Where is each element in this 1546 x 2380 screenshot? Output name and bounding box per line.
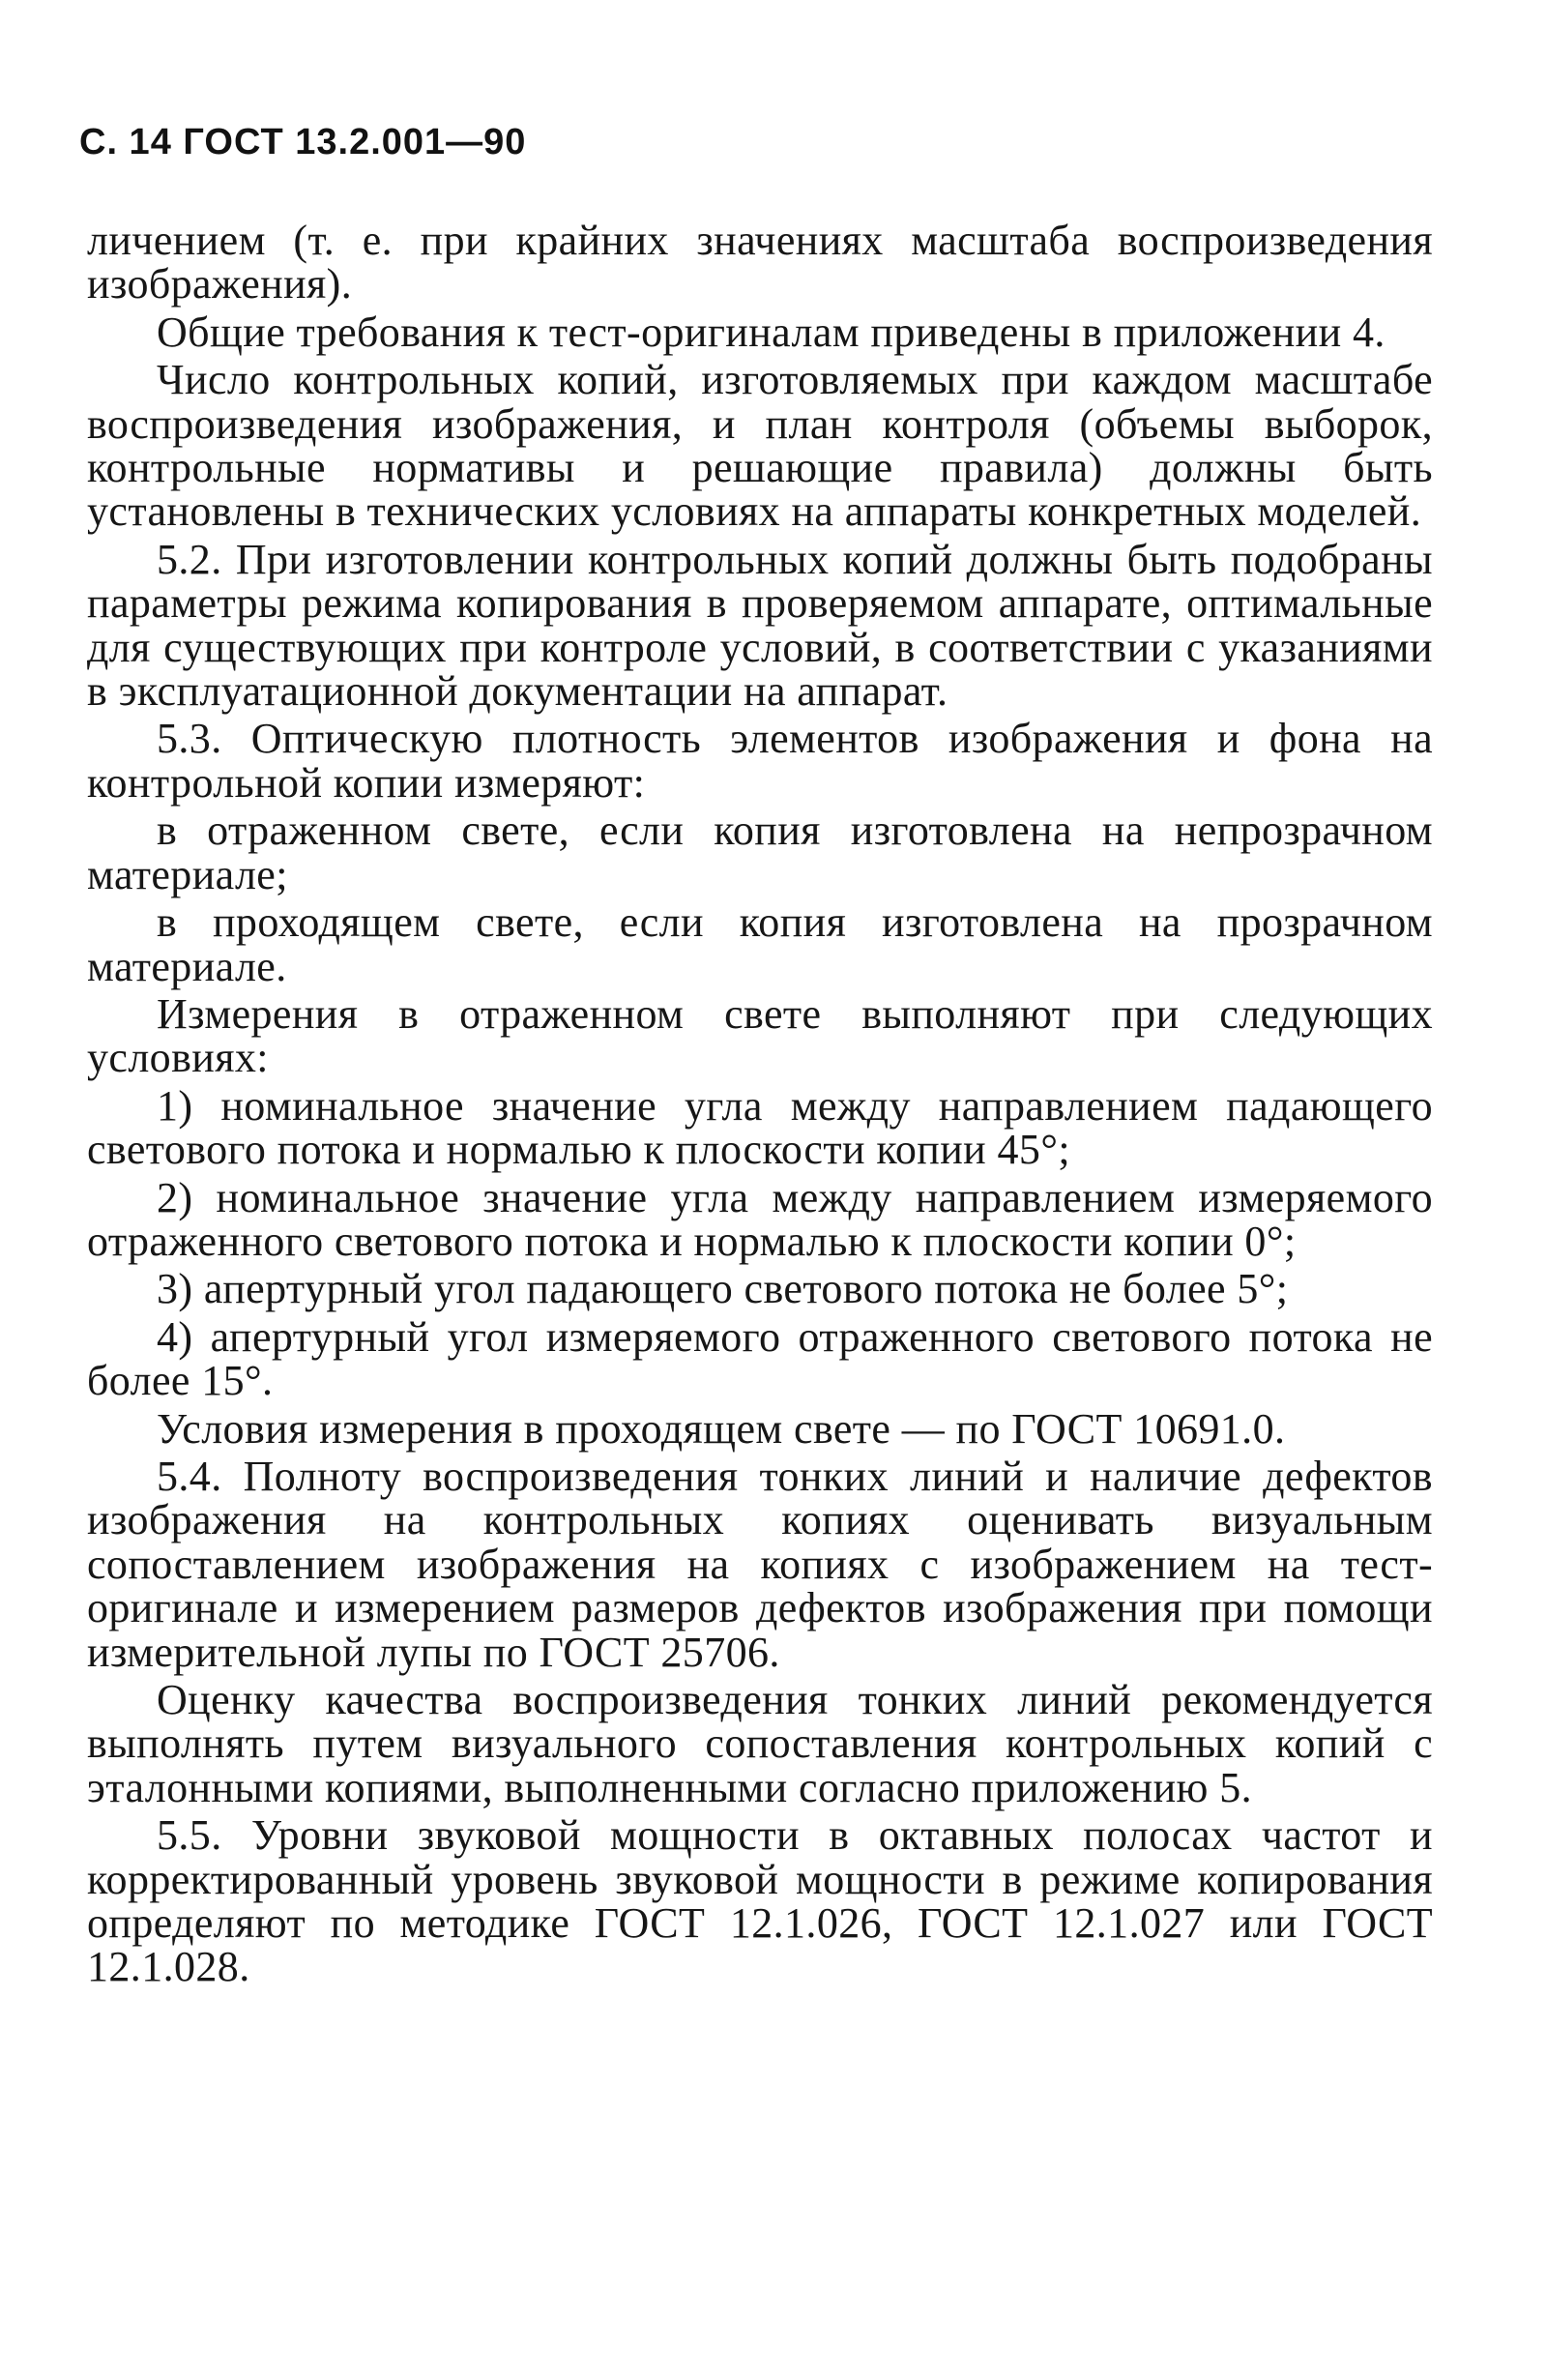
paragraph-transmitted-conditions: Условия измерения в проходящем свете — по ГОСТ 10691.0. [157, 1404, 1286, 1453]
paragraph-test-originals: Общие требования к тест-оригиналам приведены в приложении 4. [157, 308, 1386, 356]
paragraph-measurement-conditions: Измерения в отраженном свете выполняют при следующих условиях: [87, 989, 1433, 1082]
running-header: С. 14 ГОСТ 13.2.001—90 [79, 122, 527, 162]
clause-5-3: 5.3. Оптическую плотность элементов изображения и фона на контрольной копии измеряют: [87, 715, 1433, 807]
clause-5-4: 5.4. Полноту воспроизведения тонких линий и наличие дефектов изображения на контрольных копиях оценивать визуальным сопоставлением изображения на копиях с изображением на тест-оригинале и измерением размеров дефектов изображения при помощи измерительной лупы по ГОСТ 25706. [87, 1452, 1433, 1676]
condition-2: 2) номинальное значение угла между направлением измеряемого отраженного светового потока и нормалью к плоскости копии 0°; [87, 1173, 1433, 1265]
condition-1: 1) номинальное значение угла между направлением падающего светового потока и нормалью к плоскости копии 45°; [87, 1081, 1433, 1174]
condition-4: 4) апертурный угол измеряемого отраженного светового потока не более 15°. [87, 1312, 1433, 1405]
clause-5-5: 5.5. Уровни звуковой мощности в октавных полосах частот и корректированный уровень звуковой мощности в режиме копирования определяют по методике ГОСТ 12.1.026, ГОСТ 12.1.027 или ГОСТ 12.1.028. [87, 1811, 1433, 1991]
paragraph-control-copies-count: Число контрольных копий, изготовляемых при каждом масштабе воспроизведения изображения, и план контроля (объемы выборок, контрольные нормативы и решающие правила) должны быть установлены в технических условиях на аппараты конкретных моделей. [87, 356, 1433, 536]
paragraph-continuation: личением (т. е. при крайних значениях масштаба воспроизведения изображения). [87, 217, 1433, 309]
condition-3: 3) апертурный угол падающего светового потока не более 5°; [157, 1265, 1289, 1313]
list-item-reflected-light: в отраженном свете, если копия изготовлена на непрозрачном материале; [87, 807, 1433, 898]
paragraph-quality-assessment: Оценку качества воспроизведения тонких линий рекомендуется выполнять путем визуального сопоставления контрольных копий с эталонными копиями, выполненными согласно приложению 5. [87, 1676, 1433, 1811]
clause-5-2: 5.2. При изготовлении контрольных копий должны быть подобраны параметры режима копирования в проверяемом аппарате, оптимальные для существующих при контроле условий, в соответствии с указаниями в эксплуатационной документации на аппарат. [87, 535, 1433, 716]
body-text [87, 219, 1433, 1993]
list-item-transmitted-light: в проходящем свете, если копия изготовлена на прозрачном материале. [87, 898, 1433, 990]
